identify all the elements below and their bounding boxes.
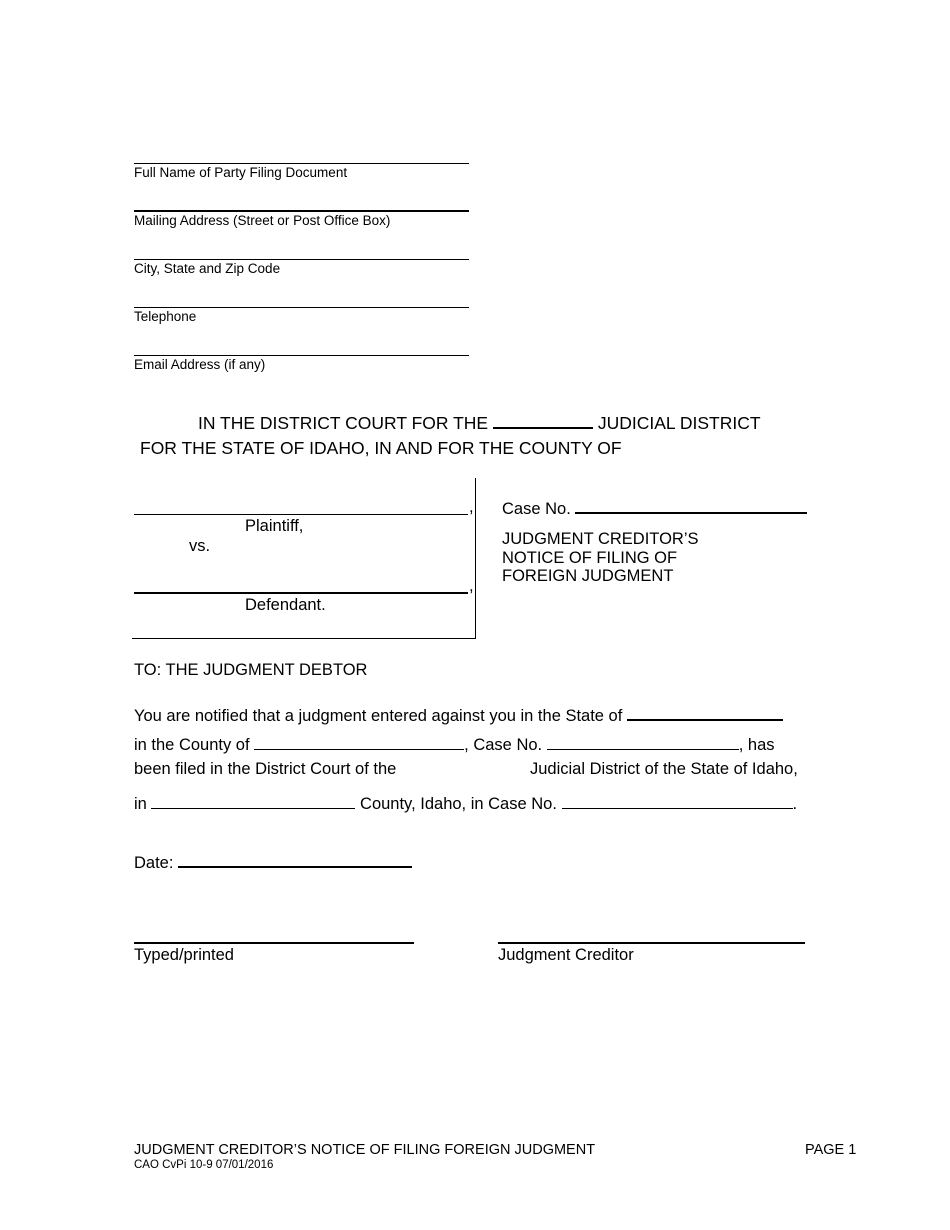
notice-line4-c: . [792, 795, 798, 813]
foreign-case-no-field[interactable] [547, 731, 739, 750]
case-no-field[interactable] [575, 494, 807, 514]
telephone-line[interactable] [134, 307, 469, 308]
to-line: TO: THE JUDGMENT DEBTOR [134, 661, 368, 679]
notice-line1 [134, 701, 783, 726]
idaho-case-no-field[interactable] [562, 790, 793, 809]
foreign-county-field[interactable] [254, 731, 464, 750]
creditor-signature-line[interactable] [498, 942, 805, 944]
date-row [134, 848, 412, 873]
notice-line3-b: Judicial District of the State of Idaho, [530, 760, 798, 778]
telephone-label: Telephone [134, 309, 197, 324]
judgment-creditor-label: Judgment Creditor [498, 946, 634, 964]
defendant-name-line[interactable] [134, 592, 468, 594]
notice-line4-b: County, Idaho, in Case No. [360, 795, 557, 813]
plaintiff-comma: , [469, 498, 474, 516]
notice-line2-a: in the County of [134, 736, 250, 754]
date-field[interactable] [178, 848, 412, 868]
defendant-comma: , [469, 577, 474, 595]
city-state-zip-line[interactable] [134, 259, 469, 260]
case-no-label: Case No. [502, 500, 571, 518]
caption-bottom-rule [132, 638, 476, 639]
full-name-line[interactable] [134, 163, 469, 164]
court-heading-line1 [198, 409, 761, 434]
judicial-district-field[interactable] [493, 409, 593, 429]
vs-label: vs. [189, 537, 211, 555]
document-title-line1: JUDGMENT CREDITOR’S [502, 530, 699, 548]
plaintiff-label: Plaintiff, [245, 517, 304, 535]
caption-divider [475, 478, 476, 639]
email-line[interactable] [134, 355, 469, 356]
court-heading-line2: FOR THE STATE OF IDAHO, IN AND FOR THE COUNTY OF [140, 438, 622, 458]
document-title-line3: FOREIGN JUDGMENT [502, 567, 674, 585]
defendant-label: Defendant. [245, 596, 326, 614]
document-title-line2: NOTICE OF FILING OF [502, 548, 678, 567]
typed-name-line[interactable] [134, 942, 414, 944]
case-no-row [502, 494, 807, 519]
notice-line4 [134, 790, 797, 814]
email-label: Email Address (if any) [134, 357, 266, 372]
document-title [502, 530, 699, 586]
footer-title: JUDGMENT CREDITOR’S NOTICE OF FILING FOREIGN JUDGMENT [134, 1142, 596, 1158]
typed-printed-label: Typed/printed [134, 946, 234, 964]
foreign-state-field[interactable] [627, 701, 783, 721]
court-heading-line1-a: IN THE DISTRICT COURT FOR THE [198, 413, 489, 433]
notice-line4-a: in [134, 795, 147, 813]
date-label: Date: [134, 854, 174, 872]
page-number: PAGE 1 [805, 1142, 857, 1158]
mailing-address-line[interactable] [134, 210, 469, 212]
city-state-zip-label: City, State and Zip Code [134, 261, 281, 276]
notice-line2-c: , has [738, 736, 775, 754]
notice-line3-a: been filed in the District Court of the [134, 760, 397, 778]
full-name-label: Full Name of Party Filing Document [134, 165, 348, 180]
court-heading-line1-b: JUDICIAL DISTRICT [597, 413, 761, 433]
form-code: CAO CvPi 10-9 07/01/2016 [134, 1159, 274, 1171]
idaho-county-field[interactable] [151, 790, 355, 809]
notice-line1-text: You are notified that a judgment entered against you in the State of [134, 707, 623, 725]
plaintiff-name-line[interactable] [134, 514, 468, 515]
mailing-address-label: Mailing Address (Street or Post Office Box) [134, 213, 391, 228]
notice-line2-b: , Case No. [464, 736, 543, 754]
notice-line2 [134, 731, 775, 755]
